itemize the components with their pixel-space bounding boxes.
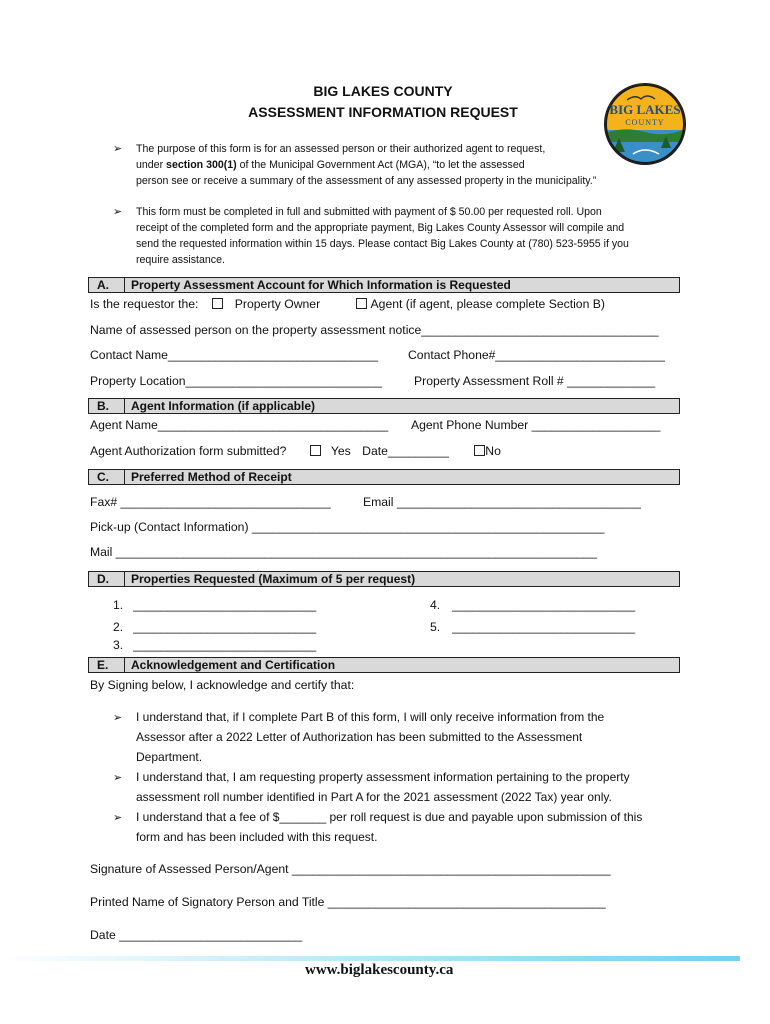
contact-name-field[interactable]: Contact Name_______________________________ xyxy=(90,348,379,362)
property-item-2[interactable]: 2. ___________________________ xyxy=(113,620,317,634)
auth-no-checkbox[interactable] xyxy=(474,444,485,458)
county-logo xyxy=(603,82,687,166)
svg-text:COUNTY: COUNTY xyxy=(625,118,665,127)
website-link[interactable]: www.biglakescounty.ca xyxy=(305,962,454,978)
arrow-bullet-icon: ➢ xyxy=(113,206,123,218)
svg-text:BIG LAKES: BIG LAKES xyxy=(609,102,681,117)
acknowledgement-item-1: I understand that, if I complete Part B of this form, I will only receive information from the Assessor after a 2022 Letter of Authorization has been submitted to the Assessment Department. xyxy=(136,710,605,764)
agent-authorization-row: Agent Authorization form submitted? Yes Date_________ No xyxy=(90,444,501,458)
footer-divider xyxy=(0,956,740,961)
acknowledgement-item-2: I understand that, I am requesting property assessment information pertaining to the property assessment roll number identified in Part A for the 2021 assessment (2022 Tax) year only. xyxy=(136,770,630,804)
form-title-line1: BIG LAKES COUNTY xyxy=(313,83,453,99)
agent-name-field[interactable]: Agent Name__________________________________ xyxy=(90,418,389,432)
section-a-header: A. Property Assessment Account for Which Information is Requested xyxy=(88,277,680,293)
arrow-bullet-icon: ➢ xyxy=(113,812,123,824)
signature-field[interactable]: Signature of Assessed Person/Agent _______________________________________________ xyxy=(90,862,611,876)
section-b-header: B. Agent Information (if applicable) xyxy=(88,398,680,414)
agent-checkbox[interactable] xyxy=(356,297,371,311)
signature-date-field[interactable]: Date ___________________________ xyxy=(90,928,303,942)
acknowledgement-intro: By Signing below, I acknowledge and certify that: xyxy=(90,678,355,692)
property-item-5[interactable]: 5. ___________________________ xyxy=(430,620,636,634)
auth-date-field[interactable]: Date_________ xyxy=(362,444,449,458)
arrow-bullet-icon: ➢ xyxy=(113,143,123,155)
arrow-bullet-icon: ➢ xyxy=(113,712,123,724)
requestor-type-row: Is the requestor the: Property Owner Agent (if agent, please complete Section B) xyxy=(90,297,605,311)
intro-paragraph-1: The purpose of this form is for an assessed person or their authorized agent to request, under section 300(1) of the Municipal Government Act (MGA), “to let the assessed person see or receive a summary of the assessment of any assessed property in the municipality.” xyxy=(136,143,597,187)
roll-number-field[interactable]: Property Assessment Roll # _____________ xyxy=(414,374,656,388)
fax-field[interactable]: Fax# _______________________________ xyxy=(90,495,331,509)
email-field[interactable]: Email ____________________________________ xyxy=(363,495,641,509)
form-title-line2: ASSESSMENT INFORMATION REQUEST xyxy=(248,104,518,120)
section-e-header: E. Acknowledgement and Certification xyxy=(88,657,680,673)
agent-phone-field[interactable]: Agent Phone Number ___________________ xyxy=(411,418,661,432)
contact-phone-field[interactable]: Contact Phone#_________________________ xyxy=(408,348,665,362)
property-item-4[interactable]: 4. ___________________________ xyxy=(430,598,636,612)
mail-field[interactable]: Mail _______________________________________________________________________ xyxy=(90,545,597,559)
property-location-field[interactable]: Property Location_____________________________ xyxy=(90,374,383,388)
acknowledgement-item-3: I understand that a fee of $_______ per roll request is due and payable upon submission of this form and has been included with this request. xyxy=(136,810,643,844)
intro-paragraph-2: This form must be completed in full and submitted with payment of $ 50.00 per requested roll. Upon receipt of the completed form and the appropriate payment, Big Lakes County Assessor will compile and send the requested information within 15 days. Please contact Big Lakes County at (780) 523-5955 if you require assistance. xyxy=(136,206,629,266)
auth-yes-checkbox[interactable] xyxy=(310,444,325,458)
property-item-3[interactable]: 3. ___________________________ xyxy=(113,638,317,652)
section-c-header: C. Preferred Method of Receipt xyxy=(88,469,680,485)
printed-name-field[interactable]: Printed Name of Signatory Person and Title _________________________________________ xyxy=(90,895,606,909)
owner-checkbox[interactable] xyxy=(212,297,227,311)
section-d-header: D. Properties Requested (Maximum of 5 per request) xyxy=(88,571,680,587)
assessed-person-name-field[interactable]: Name of assessed person on the property assessment notice___________________________________ xyxy=(90,323,659,337)
property-item-1[interactable]: 1. ___________________________ xyxy=(113,598,317,612)
pickup-field[interactable]: Pick-up (Contact Information) ____________________________________________________ xyxy=(90,520,605,534)
arrow-bullet-icon: ➢ xyxy=(113,772,123,784)
